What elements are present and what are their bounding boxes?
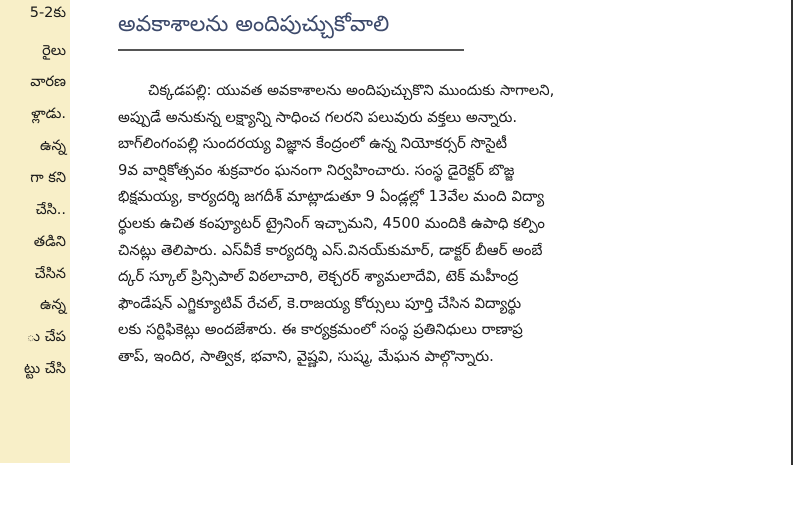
column-divider	[791, 0, 793, 465]
adjacent-article-line: చేసి..	[35, 202, 66, 218]
article-body-line: ద్కర్ స్కూల్ ప్రిన్సిపాల్ విఠలాచారి, లెక్చరర్ శ్యామలాదేవి, టెక్ మహీంద్ర	[118, 268, 519, 286]
adjacent-article-line: చేసిన	[34, 266, 66, 282]
adjacent-article-line: 5-2కు	[29, 5, 66, 21]
adjacent-article-line: ఉన్న	[39, 297, 66, 313]
article-body-line: భిక్షమయ్య, కార్యదర్శి జగదీశ్ మాట్లాడుతూ 9 ఏండ్లల్లో 13వేల మంది విద్యా	[118, 188, 545, 206]
adjacent-article-line: వారణ	[30, 74, 66, 90]
news-article	[112, 0, 792, 509]
headline-underline	[118, 49, 464, 51]
adjacent-article-line: తడిని	[33, 234, 66, 250]
article-body-line: బాగ్‌లింగంపల్లి సుందరయ్య విజ్ఞాన కేంద్రంలో ఉన్న నియోకర్సర్ సొసైటీ	[118, 135, 508, 153]
article-body-line: చిక్కడపల్లి: యువత అవకాశాలను అందిపుచ్చుకొని ముందుకు సాగాలని,	[148, 82, 555, 99]
article-body-line: తాప్, ఇందిర, సాత్విక, భవాని, వైష్ణవి, సుష్మ, మేఘన పాల్గొన్నారు.	[118, 347, 494, 365]
article-body-line: అప్పుడే అనుకున్న లక్ష్యాన్ని సాధించ గలరని పలువురు వక్తలు అన్నారు.	[118, 108, 518, 126]
adjacent-article-line: ఉన్న	[39, 138, 66, 154]
article-body	[118, 78, 782, 371]
adjacent-article-line: ళ్లాడు.	[31, 106, 66, 122]
article-body-line: 9వ వార్షికోత్సవం శుక్రవారం ఘనంగా నిర్వహించారు. సంస్థ డైరెక్టర్ బొజ్జ	[118, 161, 515, 179]
article-headline: అవకాశాలను అందిపుచ్చుకోవాలి	[118, 12, 390, 37]
adjacent-article-line: గా కని	[30, 170, 66, 186]
article-body-line: ఫౌండేషన్ ఎగ్జిక్యూటివ్ రేచల్, కె.రాజయ్య కోర్సులు పూర్తి చేసిన విద్యార్థు	[118, 294, 522, 312]
article-body-line: చినట్లు తెలిపారు. ఎస్‌వీకే కార్యదర్శి ఎస్.వినయ్‌కుమార్, డాక్టర్ బీఆర్ అంబే	[118, 241, 543, 259]
adjacent-article-line: ట్టు చేసి	[23, 361, 66, 377]
article-body-line: ర్థులకు ఉచిత కంప్యూటర్ ట్రైనింగ్ ఇచ్చామని, 4500 మందికి ఉపాధి కల్పిం	[118, 214, 545, 232]
adjacent-article-line: రైలు	[42, 43, 66, 59]
adjacent-article-line: ు చేప	[26, 329, 66, 345]
article-body-line: లకు సర్టిఫికెట్లు అందజేశారు. ఈ కార్యక్రమంలో సంస్థ ప్రతినిధులు రాణాప్ర	[118, 321, 523, 339]
adjacent-article-column	[0, 0, 70, 463]
